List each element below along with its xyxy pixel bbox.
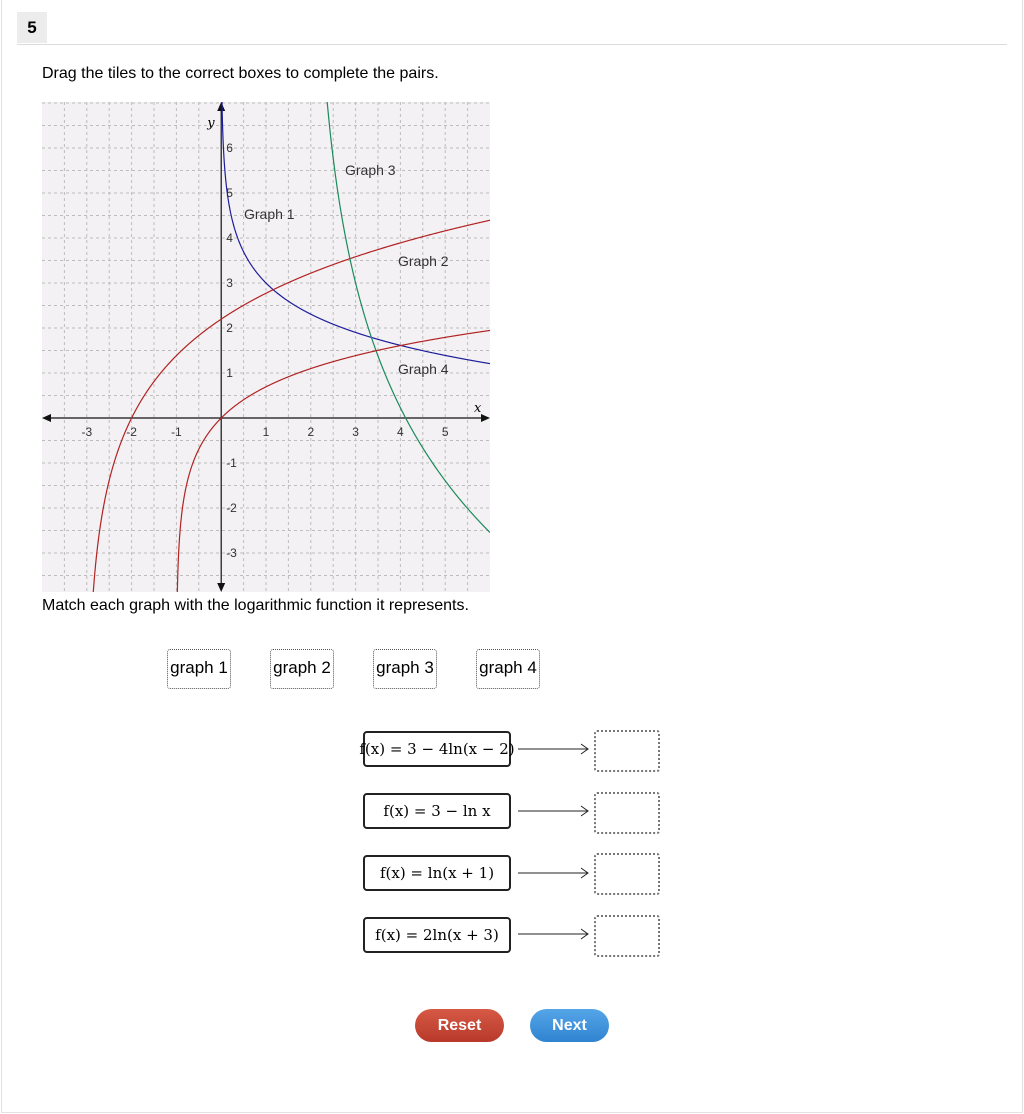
arrow-icon bbox=[518, 742, 590, 756]
graph-1-label: Graph 1 bbox=[244, 206, 295, 222]
x-tick-label: 2 bbox=[307, 425, 315, 439]
graph-2-label: Graph 2 bbox=[398, 253, 449, 269]
y-tick-label: 3 bbox=[226, 276, 233, 290]
y-tick-label: 4 bbox=[226, 231, 233, 245]
instruction-text: Drag the tiles to the correct boxes to complete the pairs. bbox=[42, 65, 439, 82]
function-box-4: f(x) = 2ln(x + 3) bbox=[363, 917, 511, 953]
x-tick-label: 4 bbox=[397, 425, 404, 439]
y-tick-label: 5 bbox=[226, 186, 233, 200]
arrow-icon bbox=[518, 804, 590, 818]
drop-box-1[interactable] bbox=[594, 730, 660, 772]
tile-graph-3[interactable]: graph 3 bbox=[373, 649, 437, 689]
x-tick-label: -2 bbox=[126, 425, 137, 439]
function-box-1: f(x) = 3 − 4ln(x − 2) bbox=[363, 731, 511, 767]
header-divider bbox=[17, 44, 1007, 45]
x-tick-label: 3 bbox=[352, 425, 359, 439]
function-box-2: f(x) = 3 − ln x bbox=[363, 793, 511, 829]
arrow-icon bbox=[518, 927, 590, 941]
y-tick-label: 1 bbox=[226, 366, 233, 380]
x-axis-label: x bbox=[474, 401, 482, 416]
x-tick-label: 1 bbox=[262, 425, 270, 439]
drop-box-3[interactable] bbox=[594, 853, 660, 895]
graph-3-label: Graph 3 bbox=[345, 162, 396, 178]
tile-graph-4[interactable]: graph 4 bbox=[476, 649, 540, 689]
x-tick-label: -3 bbox=[81, 425, 93, 439]
arrow-icon bbox=[518, 866, 590, 880]
y-tick-label: -3 bbox=[226, 546, 237, 560]
question-number: 5 bbox=[17, 12, 47, 43]
drop-box-4[interactable] bbox=[594, 915, 660, 957]
reset-button[interactable]: Reset bbox=[415, 1009, 504, 1042]
y-tick-label: -2 bbox=[226, 501, 237, 515]
graph-figure bbox=[42, 102, 490, 592]
y-axis-label: y bbox=[207, 116, 215, 131]
x-tick-label: -1 bbox=[171, 425, 182, 439]
tile-graph-1[interactable]: graph 1 bbox=[167, 649, 231, 689]
drop-box-2[interactable] bbox=[594, 792, 660, 834]
graph-4-label: Graph 4 bbox=[398, 361, 449, 377]
function-box-3: f(x) = ln(x + 1) bbox=[363, 855, 511, 891]
match-prompt: Match each graph with the logarithmic function it represents. bbox=[42, 597, 469, 614]
next-button[interactable]: Next bbox=[530, 1009, 609, 1042]
y-tick-label: 6 bbox=[226, 141, 233, 155]
x-tick-label: 5 bbox=[441, 425, 449, 439]
y-tick-label: -1 bbox=[226, 456, 237, 470]
y-tick-label: 2 bbox=[226, 321, 233, 335]
tile-graph-2[interactable]: graph 2 bbox=[270, 649, 334, 689]
